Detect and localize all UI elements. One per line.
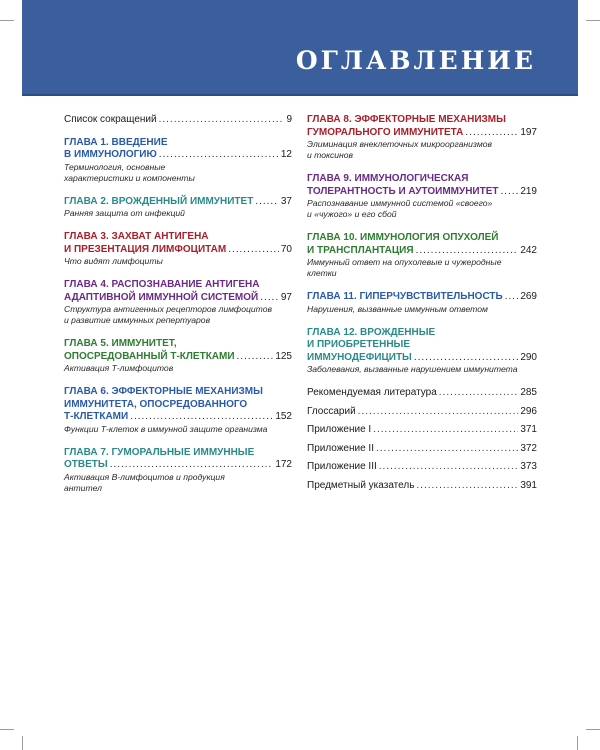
toc-entry-appendix-1[interactable] [307, 424, 537, 437]
toc-entry-chapter-1[interactable] [64, 137, 292, 184]
chapter-subtitle: Нарушения, вызванные иммунным ответом [307, 303, 488, 314]
page-title: ОГЛАВЛЕНИЕ [295, 46, 536, 75]
toc-entry-chapter-7[interactable] [64, 447, 292, 494]
crop-mark [586, 729, 600, 730]
toc-page: 391 [520, 479, 537, 491]
chapter-subtitle: Функции Т-клеток в иммунной защите организма [64, 423, 268, 434]
toc-page: 285 [520, 387, 537, 398]
chapter-title: ГЛАВА 10. ИММУНОЛОГИЯ ОПУХОЛЕЙ [307, 232, 499, 243]
chapter-subtitle: Иммунный ответ на опухолевые и чужеродные [307, 257, 502, 267]
chapter-title: АДАПТИВНОЙ ИММУННОЙ СИСТЕМОЙ [64, 291, 259, 303]
chapter-subtitle: характеристики и компоненты [64, 172, 195, 183]
crop-mark [0, 729, 14, 730]
chapter-title: ГЛАВА 3. ЗАХВАТ АНТИГЕНА [64, 231, 209, 242]
chapter-title: ГЛАВА 9. ИММУНОЛОГИЧЕСКАЯ [307, 173, 469, 184]
chapter-title: ГЛАВА 6. ЭФФЕКТОРНЫЕ МЕХАНИЗМЫ [64, 386, 263, 397]
chapter-subtitle: Ранняя защита от инфекций [64, 208, 185, 218]
chapter-subtitle: Что видят лимфоциты [64, 256, 163, 266]
toc-entry-chapter-11[interactable] [307, 291, 537, 315]
chapter-subtitle: Распознавание иммунной системой «своего» [307, 198, 493, 208]
toc-page: 372 [520, 442, 537, 454]
header-banner [22, 0, 578, 96]
toc-label: Список сокращений [64, 114, 157, 125]
chapter-title: ГЛАВА 1. ВВЕДЕНИЕ [64, 136, 168, 148]
chapter-title: ИММУНОДЕФИЦИТЫ [307, 351, 412, 363]
toc-column-left [64, 114, 292, 506]
toc-page: 371 [520, 424, 537, 435]
toc-page: 290 [520, 351, 537, 363]
chapter-title: ОТВЕТЫ [64, 459, 108, 470]
chapter-title: И ПРИОБРЕТЕННЫЕ [307, 339, 410, 350]
chapter-subtitle: и токсинов [307, 150, 354, 160]
toc-label: Приложение I [307, 424, 372, 435]
toc-entry-chapter-10[interactable] [307, 232, 537, 279]
chapter-title: ГЛАВА 12. ВРОЖДЕННЫЕ [307, 326, 436, 338]
chapter-title: ГЛАВА 8. ЭФФЕКТОРНЫЕ МЕХАНИЗМЫ [307, 114, 506, 125]
chapter-title: ГУМОРАЛЬНОГО ИММУНИТЕТА [307, 126, 464, 138]
chapter-title: ГЛАВА 11. ГИПЕРЧУВСТВИТЕЛЬНОСТЬ [307, 291, 503, 302]
toc-label: Предметный указатель [307, 479, 415, 491]
toc-page: 97 [280, 291, 292, 303]
toc-entry-chapter-12[interactable] [307, 327, 537, 376]
chapter-subtitle: и «чужого» и его сбой [307, 209, 397, 219]
chapter-subtitle: Активация Т-лимфоцитов [64, 363, 174, 373]
toc-entry-chapter-8[interactable] [307, 114, 537, 161]
crop-mark [22, 736, 23, 750]
toc-entry-subject-index[interactable] [307, 480, 537, 493]
toc-entry-chapter-2[interactable] [64, 196, 292, 220]
toc-page: 12 [280, 149, 292, 160]
toc-entry-abbreviations[interactable] [64, 114, 292, 127]
toc-page: 219 [520, 185, 537, 197]
chapter-subtitle: клетки [307, 268, 337, 278]
chapter-subtitle: Терминология, основные [64, 161, 166, 172]
toc-entry-references[interactable] [307, 387, 537, 400]
toc-page: 269 [520, 291, 537, 302]
chapter-title: ГЛАВА 7. ГУМОРАЛЬНЫЕ ИММУННЫЕ [64, 446, 255, 458]
chapter-title: ТОЛЕРАНТНОСТЬ И АУТОИММУНИТЕТ [307, 185, 499, 197]
chapter-subtitle: антител [64, 482, 102, 493]
toc-entry-appendix-3[interactable] [307, 461, 537, 474]
toc-label: Приложение III [307, 461, 377, 472]
toc-page: 172 [275, 459, 292, 470]
toc-entry-chapter-9[interactable] [307, 173, 537, 220]
crop-mark [577, 736, 578, 750]
chapter-subtitle: Элиминация внеклеточных микроорганизмов [307, 139, 492, 149]
crop-mark [586, 20, 600, 21]
toc-page: 373 [520, 461, 537, 472]
toc-label: Рекомендуемая литература [307, 387, 437, 398]
chapter-title: Т-КЛЕТКАМИ [64, 411, 129, 422]
chapter-title: ИММУНИТЕТА, ОПОСРЕДОВАННОГО [64, 398, 248, 410]
toc-entry-chapter-3[interactable] [64, 231, 292, 267]
chapter-subtitle: Заболевания, вызванные нарушением иммунитета [307, 364, 518, 374]
chapter-subtitle: Активация В-лимфоцитов и продукция [64, 471, 225, 482]
toc-entry-chapter-6[interactable] [64, 386, 292, 435]
toc-page: 242 [520, 244, 537, 256]
chapter-title: В ИММУНОЛОГИЮ [64, 149, 157, 160]
toc-page: 152 [275, 411, 292, 422]
toc-entry-appendix-2[interactable] [307, 443, 537, 456]
chapter-title: И ТРАНСПЛАНТАЦИЯ [307, 244, 414, 256]
chapter-subtitle: Структура антигенных рецепторов лимфоцитов [64, 304, 273, 314]
chapter-title: ГЛАВА 2. ВРОЖДЕННЫЙ ИММУНИТЕТ [64, 195, 254, 207]
toc-page: 296 [520, 405, 537, 417]
toc-page: 9 [286, 114, 292, 125]
toc-label: Глоссарий [307, 405, 356, 417]
crop-mark [0, 20, 14, 21]
chapter-title: И ПРЕЗЕНТАЦИЯ ЛИМФОЦИТАМ [64, 243, 227, 255]
toc-label: Приложение II [307, 442, 374, 454]
toc-entry-chapter-4[interactable] [64, 279, 292, 326]
toc-entry-glossary[interactable] [307, 406, 537, 419]
chapter-title: ГЛАВА 4. РАСПОЗНАВАНИЕ АНТИГЕНА [64, 279, 260, 290]
chapter-subtitle: и развитие иммунных репертуаров [64, 315, 211, 325]
toc-page: 70 [280, 243, 292, 255]
toc-page: 197 [520, 126, 537, 138]
chapter-title: ОПОСРЕДОВАННЫЙ Т-КЛЕТКАМИ [64, 350, 235, 362]
chapter-title: ГЛАВА 5. ИММУНИТЕТ, [64, 338, 177, 349]
toc-page: 37 [280, 195, 292, 207]
toc-entry-chapter-5[interactable] [64, 338, 292, 374]
toc-column-right [307, 114, 537, 498]
toc-page: 125 [275, 350, 292, 362]
